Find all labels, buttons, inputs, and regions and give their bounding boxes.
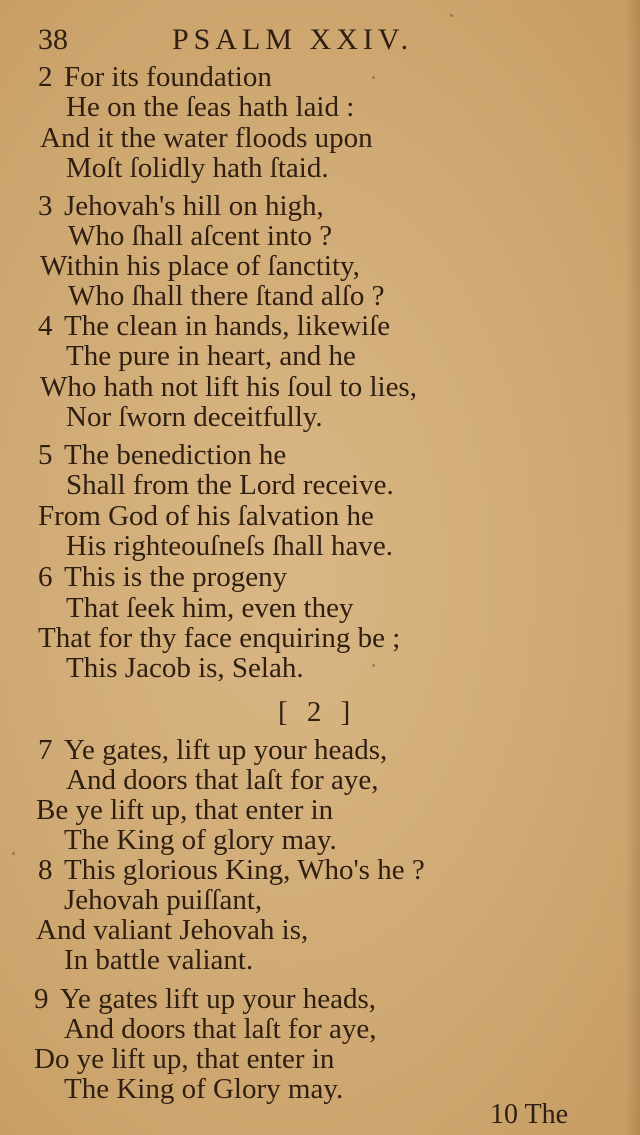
- verse-line: The King of glory may.: [64, 824, 337, 856]
- verse-line: Who ſhall there ſtand alſo ?: [68, 280, 385, 312]
- verse-line: And doors that laſt for aye,: [64, 1013, 377, 1045]
- verse-line: 3 Jehovah's hill on high,: [38, 190, 324, 222]
- page-header: [38, 20, 458, 60]
- verse-number: 9: [34, 983, 49, 1015]
- verse-line: His righteouſneſs ſhall have.: [66, 530, 393, 562]
- verse-line: And valiant Jehovah is,: [36, 914, 309, 946]
- verse-line: He on the ſeas hath laid :: [66, 91, 355, 123]
- verse-line: From God of his ſalvation he: [38, 500, 374, 532]
- verse-line: Shall from the Lord receive.: [66, 469, 394, 501]
- verse-number: 2: [38, 61, 53, 93]
- verse-line: 6 This is the progeny: [38, 561, 288, 593]
- verse-line: 8 This glorious King, Who's he ?: [38, 854, 425, 886]
- paper-speck: [450, 14, 453, 17]
- verse-line: Jehovah puiſſant,: [64, 884, 263, 916]
- verse-number: 5: [38, 439, 53, 471]
- verse-line: 2 For its foundation: [38, 61, 272, 93]
- verse-line: In battle valiant.: [64, 944, 254, 976]
- verse-number: 7: [38, 734, 53, 766]
- verse-line: The King of Glory may.: [64, 1073, 344, 1105]
- section-mark: [ 2 ]: [278, 696, 357, 728]
- verse-line: That for thy face enquiring be ;: [38, 622, 401, 654]
- verse-line: Be ye lift up, that enter in: [36, 794, 334, 826]
- paper-speck: [372, 664, 375, 667]
- verse-line: 5 The benediction he: [38, 439, 287, 471]
- verse-line: Within his place of ſanctity,: [40, 250, 360, 282]
- running-title: PSALM XXIV.: [172, 23, 414, 56]
- paper-speck: [372, 76, 375, 79]
- verse-line: 4 The clean in hands, likewiſe: [38, 310, 391, 342]
- verse-line: The pure in heart, and he: [66, 340, 356, 372]
- verse-line: And it the water floods upon: [40, 122, 373, 154]
- verse-number: 4: [38, 310, 53, 342]
- verse-line: Who hath not lift his ſoul to lies,: [40, 371, 417, 403]
- verse-line: This Jacob is, Selah.: [66, 652, 304, 684]
- verse-line: 7 Ye gates, lift up your heads,: [38, 734, 388, 766]
- page-number: 38: [38, 23, 68, 56]
- catchword: 10 The: [490, 1099, 569, 1130]
- verse-line: Who ſhall aſcent into ?: [68, 220, 333, 252]
- verse-line: 9 Ye gates lift up your heads,: [34, 983, 377, 1015]
- verse-line: That ſeek him, even they: [66, 592, 354, 624]
- verse-line: Nor ſworn deceitfully.: [66, 401, 323, 433]
- verse-number: 6: [38, 561, 53, 593]
- paper-speck: [12, 852, 15, 855]
- verse-line: Do ye lift up, that enter in: [34, 1043, 335, 1075]
- verse-line: And doors that laſt for aye,: [66, 764, 379, 796]
- page-edge-shadow: [626, 0, 640, 1135]
- verse-number: 8: [38, 854, 53, 886]
- verse-line: Moſt ſolidly hath ſtaid.: [66, 152, 329, 184]
- verse-number: 3: [38, 190, 53, 222]
